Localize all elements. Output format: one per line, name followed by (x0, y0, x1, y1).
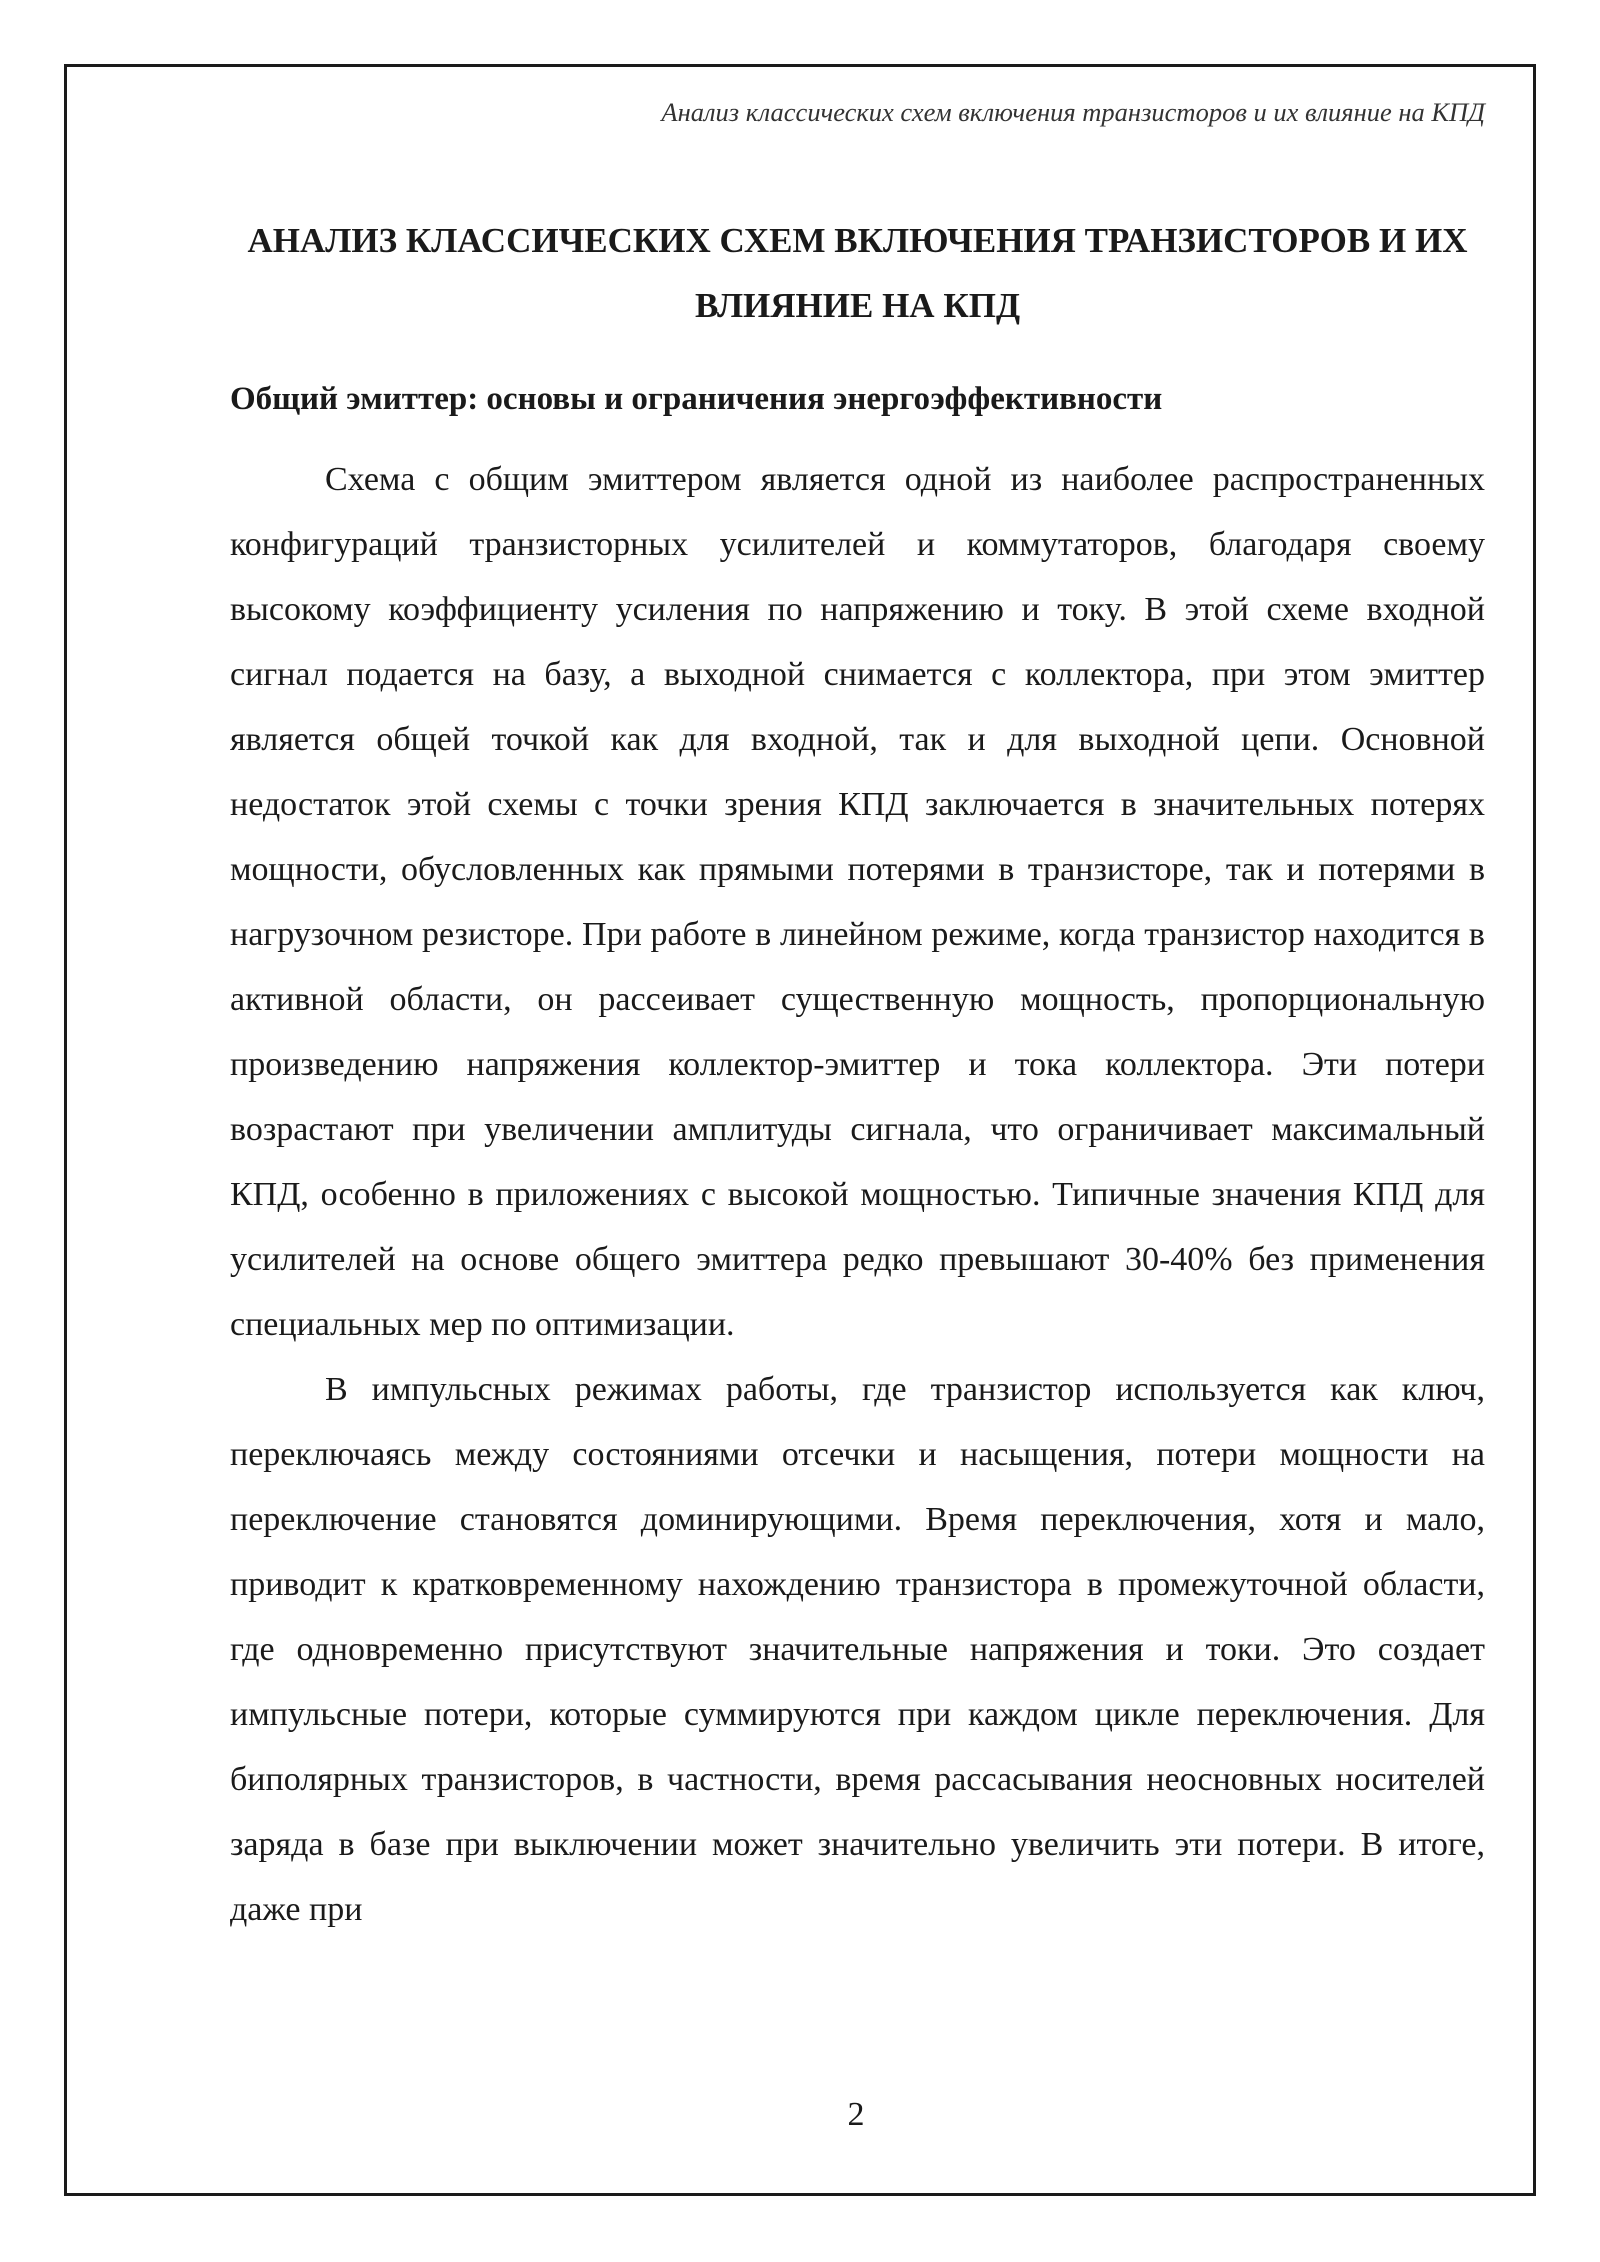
running-header: Анализ классических схем включения транзисторов и их влияние на КПД (661, 97, 1485, 127)
document-title: АНАЛИЗ КЛАССИЧЕСКИХ СХЕМ ВКЛЮЧЕНИЯ ТРАНЗИСТОРОВ И ИХ ВЛИЯНИЕ НА КПД (247, 221, 1468, 325)
body-paragraph-2: В импульсных режимах работы, где транзистор используется как ключ, переключаясь между состояниями отсечки и насыщения, потери мощности на переключение становятся доминирующими. Время переключения, хотя и мало, приводит к кратковременному нахождению транзистора в промежуточной области, где одновременно присутствуют значительные напряжения и токи. Это создает импульсные потери, которые суммируются при каждом цикле переключения. Для биполярных транзисторов, в частности, время рассасывания неосновных носителей заряда в базе при выключении может значительно увеличить эти потери. В итоге, даже при (230, 1371, 1485, 1928)
document-body (230, 208, 1485, 1942)
page-number: 2 (847, 2096, 865, 2133)
body-paragraph-1: Схема с общим эмиттером является одной из наиболее распространенных конфигураций транзисторных усилителей и коммутаторов, благодаря своему высокому коэффициенту усиления по напряжению и току. В этой схеме входной сигнал подается на базу, а выходной снимается с коллектора, при этом эмиттер является общей точкой как для входной, так и для выходной цепи. Основной недостаток этой схемы с точки зрения КПД заключается в значительных потерях мощности, обусловленных как прямыми потерями в транзисторе, так и потерями в нагрузочном резисторе. При работе в линейном режиме, когда транзистор находится в активной области, он рассеивает существенную мощность, пропорциональную произведению напряжения коллектор-эмиттер и тока коллектора. Эти потери возрастают при увеличении амплитуды сигнала, что ограничивает максимальный КПД, особенно в приложениях с высокой мощностью. Типичные значения КПД для усилителей на основе общего эмиттера редко превышают 30-40% без применения специальных мер по оптимизации. (230, 461, 1485, 1343)
section-heading: Общий эмиттер: основы и ограничения энергоэффективности (230, 381, 1163, 417)
